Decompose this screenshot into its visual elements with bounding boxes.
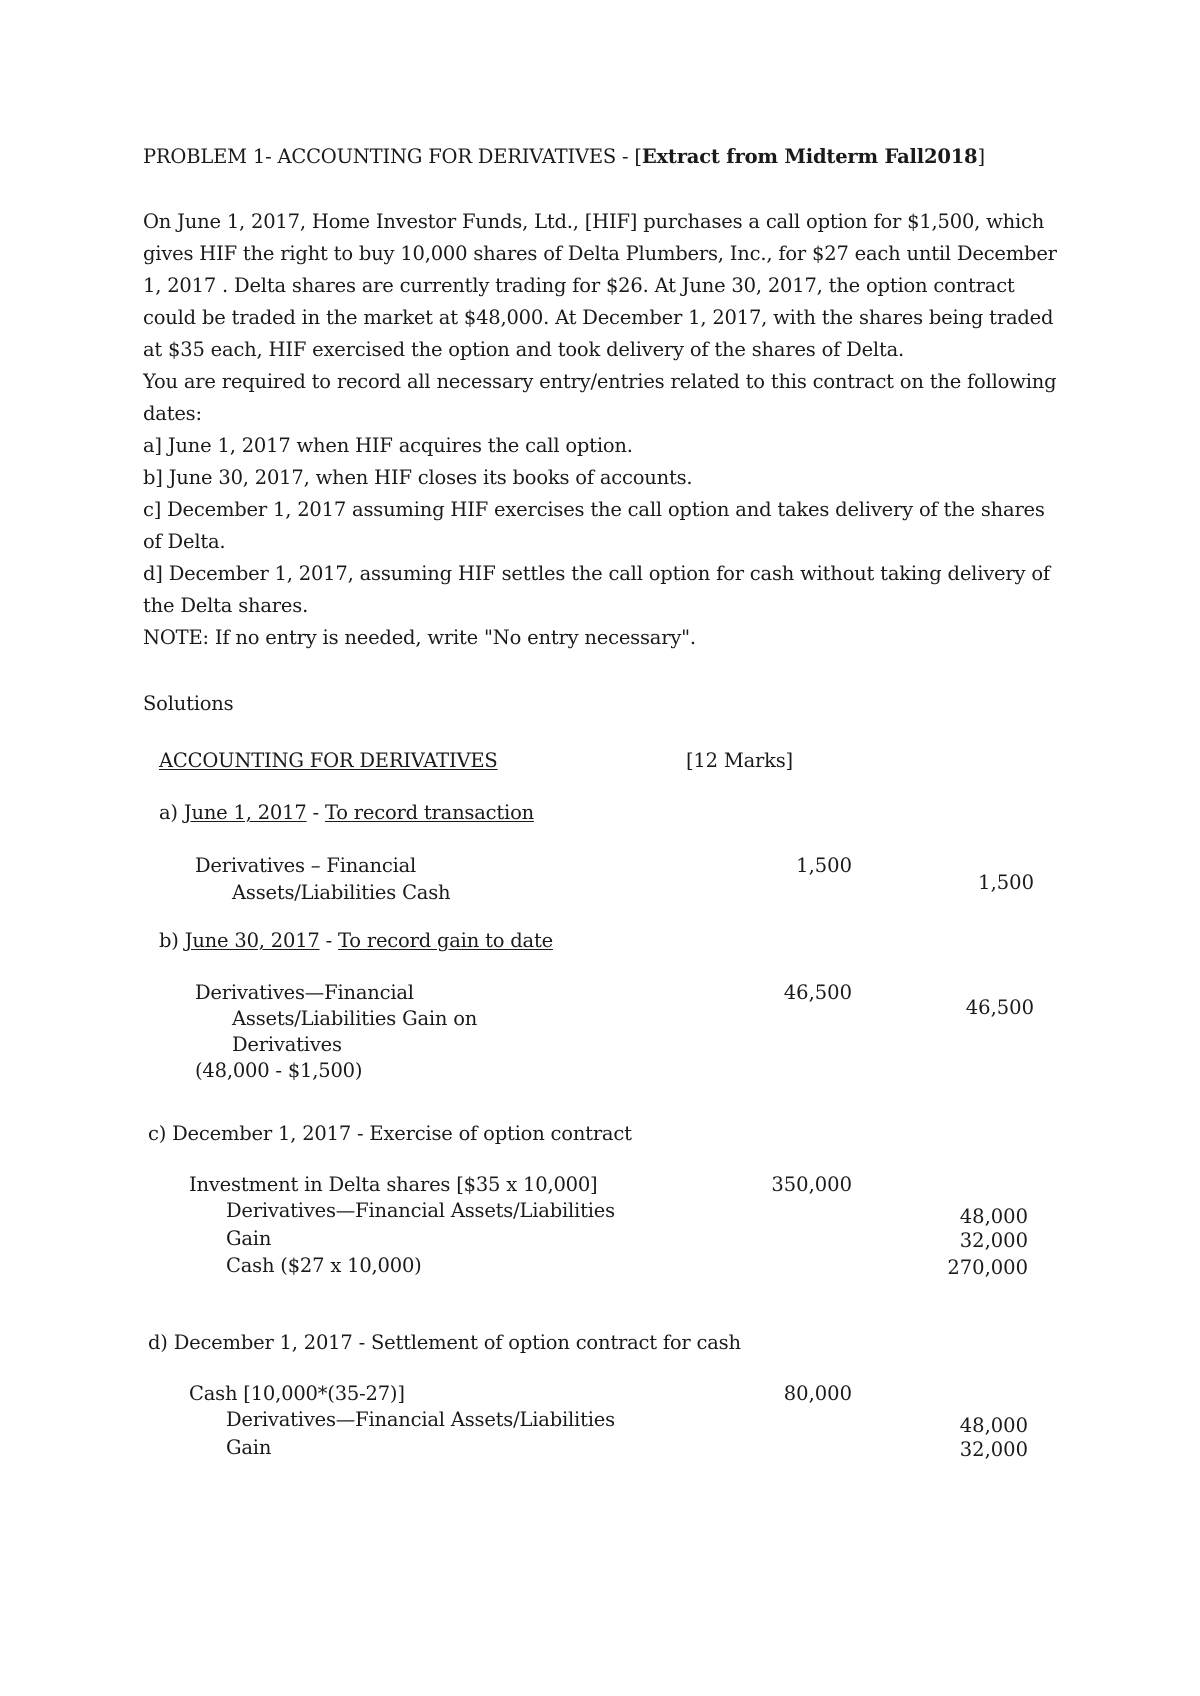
entry-b-credit: 46,500	[965, 996, 1034, 1019]
entry-a-date: June 1, 2017	[183, 801, 307, 824]
para-line: at $35 each, HIF exercised the option and took delivery of the shares of Delta.	[143, 338, 905, 361]
entry-a-credit: 1,500	[978, 871, 1034, 894]
entry-c-credit: 48,000	[959, 1205, 1028, 1228]
entry-c-credit: 32,000	[959, 1229, 1028, 1252]
entry-c-line: Investment in Delta shares [$35 x 10,000]	[189, 1173, 598, 1196]
title-suffix: ]	[977, 145, 985, 168]
entry-b-line: (48,000 - $1,500)	[195, 1059, 363, 1082]
para-line: could be traded in the market at $48,000. At December 1, 2017, with the shares being traded	[143, 306, 1054, 329]
para-line: You are required to record all necessary entry/entries related to this contract on the following	[143, 370, 1057, 393]
entry-a-heading	[159, 802, 534, 824]
entry-b-line: Derivatives	[232, 1033, 342, 1056]
para-line: gives HIF the right to buy 10,000 shares of Delta Plumbers, Inc., for $27 each until December	[143, 242, 1057, 265]
entry-c-heading: c) December 1, 2017 - Exercise of option contract	[148, 1122, 632, 1145]
solutions-label: Solutions	[143, 692, 234, 715]
solutions-heading: ACCOUNTING FOR DERIVATIVES	[159, 749, 498, 772]
entry-a-desc: To record transaction	[324, 801, 534, 824]
entry-c-line: Gain	[226, 1227, 272, 1250]
para-line: On June 1, 2017, Home Investor Funds, Ltd., [HIF] purchases a call option for $1,500, which	[143, 210, 1045, 233]
entry-b-desc: To record gain to date	[338, 929, 553, 952]
entry-b-sep: -	[319, 929, 339, 952]
entry-c-credit: 270,000	[947, 1256, 1028, 1279]
para-line: c] December 1, 2017 assuming HIF exercises the call option and takes delivery of the shares	[143, 498, 1045, 521]
entry-c-debit: 350,000	[771, 1173, 852, 1196]
para-line: of Delta.	[143, 530, 226, 553]
para-line: dates:	[143, 402, 202, 425]
entry-d-heading: d) December 1, 2017 - Settlement of option contract for cash	[148, 1331, 741, 1354]
entry-b-heading	[159, 930, 553, 952]
entry-a-line: Assets/Liabilities Cash	[232, 881, 451, 904]
entry-c-line: Cash ($27 x 10,000)	[226, 1254, 422, 1277]
para-line: NOTE: If no entry is needed, write "No entry necessary".	[143, 626, 696, 649]
entry-b-debit: 46,500	[783, 981, 852, 1004]
para-line: d] December 1, 2017, assuming HIF settles the call option for cash without taking delivery of	[143, 562, 1050, 585]
para-line: 1, 2017 . Delta shares are currently trading for $26. At June 30, 2017, the option contract	[143, 274, 1015, 297]
entry-d-credit: 48,000	[959, 1414, 1028, 1437]
entry-d-credit: 32,000	[959, 1438, 1028, 1461]
entry-b-date: June 30, 2017	[184, 929, 320, 952]
entry-d-line: Gain	[226, 1436, 272, 1459]
entry-b-line: Derivatives—Financial	[195, 981, 414, 1004]
entry-a-debit: 1,500	[796, 854, 852, 877]
para-line: a] June 1, 2017 when HIF acquires the call option.	[143, 434, 633, 457]
entry-a-sep: -	[306, 801, 325, 824]
title-prefix: PROBLEM 1- ACCOUNTING FOR DERIVATIVES - [	[143, 145, 642, 168]
entry-b-prefix: b)	[159, 929, 185, 952]
entry-c-line: Derivatives—Financial Assets/Liabilities	[226, 1199, 615, 1222]
entry-a-line: Derivatives – Financial	[195, 854, 417, 877]
title-bold: Extract from Midterm Fall2018	[641, 145, 978, 168]
entry-d-line: Derivatives—Financial Assets/Liabilities	[226, 1408, 615, 1431]
para-line: b] June 30, 2017, when HIF closes its books of accounts.	[143, 466, 693, 489]
entry-d-debit: 80,000	[783, 1382, 852, 1405]
marks-label: [12 Marks]	[686, 749, 793, 772]
entry-b-line: Assets/Liabilities Gain on	[232, 1007, 478, 1030]
entry-a-prefix: a)	[159, 801, 184, 824]
para-line: the Delta shares.	[143, 594, 309, 617]
entry-d-line: Cash [10,000*(35-27)]	[189, 1382, 405, 1405]
problem-title	[143, 146, 985, 168]
